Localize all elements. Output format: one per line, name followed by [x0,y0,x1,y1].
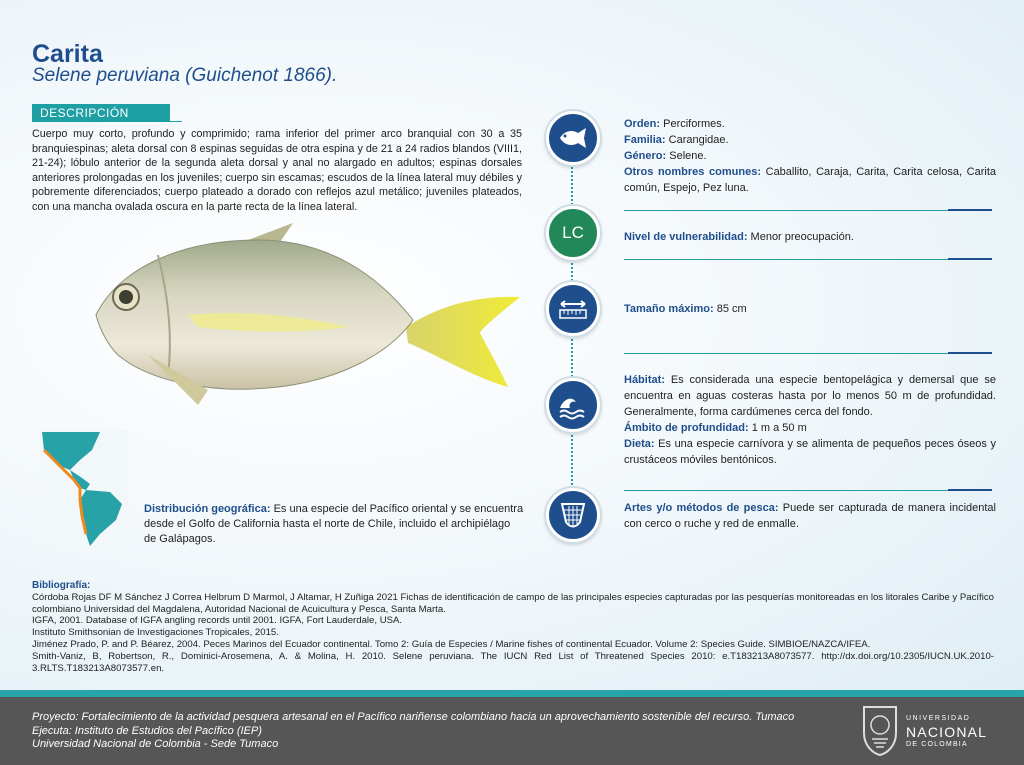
ruler-icon [546,282,600,336]
vulnerability-badge [546,206,600,260]
bibliography-entry: IGFA, 2001. Database of IGFA angling records until 2001. IGFA, Fort Lauderdale, USA. [32,615,403,627]
familia-row [624,132,996,148]
genero-label: Género: [624,150,667,162]
fishing-label: Artes y/o métodos de pesca: [624,502,779,514]
size-value: 85 cm [713,303,747,315]
vulnerability-value: Menor preocupación. [747,231,854,243]
footer-project-line: Proyecto: Fortalecimiento de la actividad pesquera artesanal en el Pacífico nariñense colombiano hacia un aprovechamiento sostenible del recurso. Tumaco [32,711,795,723]
distribution-label: Distribución geográfica: [144,503,271,515]
habitat-value: Es considerada una especie bentopelágica y demersal que se encuentra en aguas costeras hasta por lo menos 50 m de profundidad. Generalmente, forma cardúmenes cerca del fondo. [624,374,996,418]
separator [624,353,992,354]
orden-label: Orden: [624,118,661,130]
bibliography-label: Bibliografía: [32,580,91,591]
bibliography-entry: Córdoba Rojas DF M Sánchez J Correa Helbrum D Marmol, J Altamar, H Zuñiga 2021 Fichas de identificación de campo de las principales especies capturadas por las pesquerías monitoreadas en los litorales Caribe y Pacífico colombiano Universidad del Magdalena, Autoridad Nacional de Acuicultura y Pesca, Santa Marta. [32,591,994,615]
habitat-block [624,372,996,468]
bibliography [32,580,994,674]
bibliography-entry: Instituto Smithsonian de Investigaciones Tropicales, 2015. [32,627,279,639]
university-logo [860,703,1010,759]
fishing-value: Puede ser capturada de manera incidental con cerco o ruche y red de enmalle. [624,502,996,530]
footer-credits [32,711,794,752]
depth-row [624,420,996,436]
common-names-label: Otros nombres comunes: [624,166,761,178]
description-tag-underline [32,121,182,122]
distribution-text: Es una especie del Pacífico oriental y se encuentra desde el Golfo de California hasta el norte de Chile, incluido el archipiélago de Galápagos. [144,503,524,545]
description-tag: DESCRIPCIÓN [32,104,170,122]
university-seal-icon [860,703,900,757]
footer-university-line: Universidad Nacional de Colombia - Sede Tumaco [32,738,279,750]
common-names-value: Caballito, Caraja, Carita, Carita celosa, Carita común, Espejo, Pez luna. [624,166,997,194]
scientific-name: Selene peruviana (Guichenot 1866). [32,65,338,86]
habitat-row [624,372,996,420]
genero-value: Selene. [666,150,707,162]
separator [624,490,992,491]
distribution-map [40,430,128,548]
orden-value: Perciformes. [660,118,725,130]
taxonomy-block [624,116,996,196]
diet-value: Es una especie carnívora y se alimenta de pequeños peces óseos y crustáceos móviles bentónicos. [624,438,996,466]
genero-row [624,148,996,164]
familia-label: Familia: [624,134,666,146]
bibliography-entry: Smith-Vaniz, B, Robertson, R., Dominici-Arosemena, A. & Molina, H. 2010. Selene peruviana. The IUCN Red List of Threatened Species 2010: e.T183213A8073577. http://dx.doi.org/10.2305/IUCN.UK.2010-3.RLTS.T183213A8073577.en. [32,650,994,674]
diet-label: Dieta: [624,438,655,450]
distribution-paragraph [144,502,524,547]
vulnerability-label: Nivel de vulnerabilidad: [624,231,748,243]
vulnerability-badge-text: LC [562,223,584,242]
fish-image [88,215,528,415]
depth-label: Ámbito de profundidad: [624,422,749,434]
page-title: Carita [32,40,103,68]
orden-row [624,116,996,132]
size-label: Tamaño máximo: [624,303,714,315]
fishing-block [624,500,996,532]
logo-line-2: NACIONAL [906,724,988,740]
size-block [624,301,996,317]
logo-line-3: DE COLOMBIA [906,741,968,748]
net-icon [546,488,600,542]
bibliography-entry: Jiménez Prado, P. and P. Béarez, 2004. Peces Marinos del Ecuador continental. Tomo 2: Guía de Especies / Marine fishes of continental Ecuador. Volume 2: Species Guide. SIMBIOE/NAZCA/IFEA. [32,638,871,650]
vulnerability-block [624,229,996,245]
familia-value: Carangidae. [665,134,729,146]
separator [624,210,992,211]
description-text: Cuerpo muy corto, profundo y comprimido; rama inferior del primer arco branquial con 30 a 35 branquiespinas; aleta dorsal con 8 espinas seguidas de otra espina y de 21 a 24 radios blandos (VIII1, 21-24); lóbulo anterior de la segunda aleta dorsal y anal no alargado en adultos; espinas dorsales anteriores prolongadas en los juveniles; cuerpo sin escamas; escudos de la línea lateral muy débiles y pobremente diferenciados; cuerpo plateado a dorado con reflejos azul metálico; juveniles plateados, con una mancha ovalada oscura en la parte recta de la línea lateral. [32,128,522,213]
depth-value: 1 m a 50 m [748,422,807,434]
footer-executor-line: Ejecuta: Instituto de Estudios del Pacífico (IEP) [32,724,262,737]
common-names-row [624,164,996,196]
footer-accent-band [0,690,1024,697]
logo-line-1: UNIVERSIDAD [906,715,971,722]
diet-row [624,436,996,468]
separator [624,259,992,260]
fish-icon [546,111,600,165]
wave-icon [546,378,600,432]
footer [0,697,1024,765]
habitat-label: Hábitat: [624,374,665,386]
